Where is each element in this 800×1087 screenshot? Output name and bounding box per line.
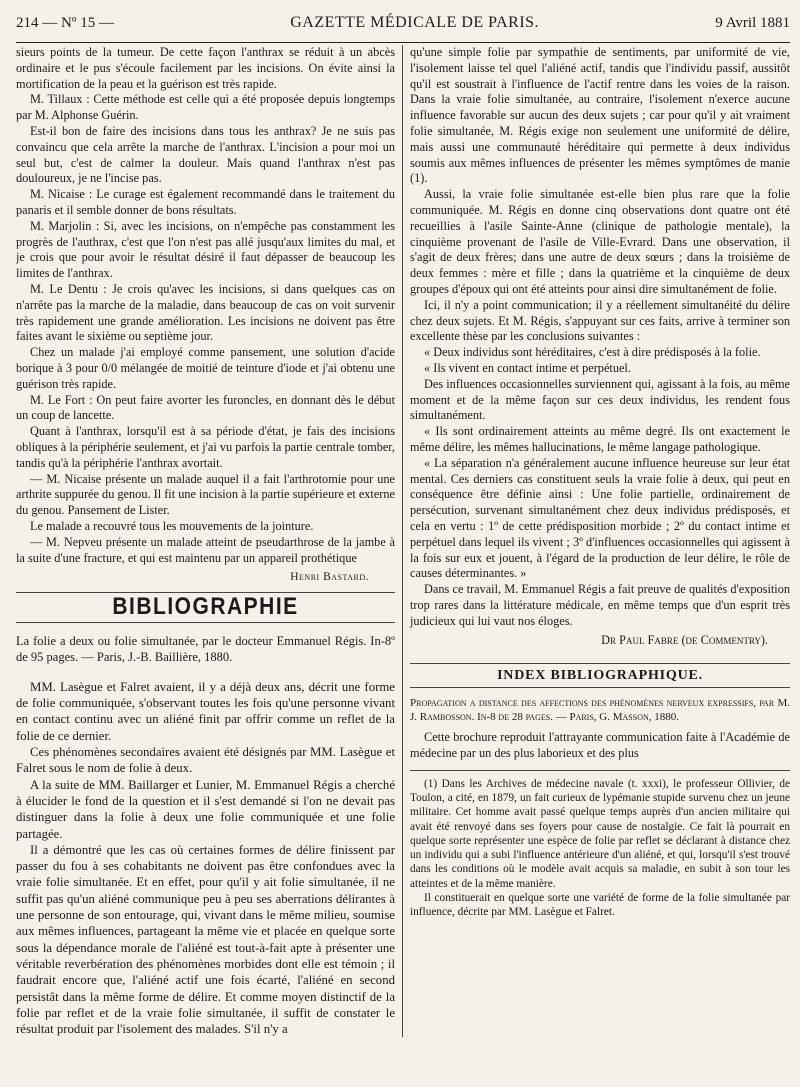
- bibliography-heading-box: [16, 592, 395, 623]
- journal-title: GAZETTE MÉDICALE DE PARIS.: [290, 14, 540, 31]
- footnote-paragraph: Il constituerait en quelque sorte une variété de forme de la folie simultanée par influence, décrite par MM. Lasègue et Falret.: [410, 892, 790, 919]
- paragraph: — M. Nepveu présente un malade atteint de pseudarthrose de la jambe à la suite d'une fracture, et qui est maintenu par un appareil prothétique: [16, 534, 395, 565]
- paragraph: Est-il bon de faire des incisions dans tous les anthrax? Je ne suis pas convaincu que cela arrête la marche de l'anthrax. L'incision a pour moi un seul but, c'est de calmer la douleur. Mais quand l'anthrax n'est pas douloureux, je ne l'incise pas.: [16, 123, 395, 186]
- paragraph: M. Le Fort : On peut faire avorter les furoncles, en donnant dès le début un coup de lancette.: [16, 392, 395, 423]
- paragraph: Aussi, la vraie folie simultanée est-elle bien plus rare que la folie communiquée. M. Régis en donne cinq observations dont quatre ont été recueillies à l'asile Sainte-Anne (clinique de pathologie mentale), la cinquième provenant de l'asile de Ville-Evrard. Dans une observation, il s'agit de deux frères; dans une autre de deux sœurs ; dans la troisième de deux femmes : mère et fille ; dans la quatrième et la cinquième de deux groupes d'époux qui ont été atteints pour ainsi dire simultanément de folie.: [410, 187, 790, 296]
- paragraph: Quant à l'anthrax, lorsqu'il est à sa période d'état, je fais des incisions obliques à la périphérie seulement, et j'ai vu parfois la partie centrale tomber, tandis qu'à la périphérie l'anthrax avortait.: [16, 424, 395, 470]
- footnote-rule: [410, 770, 790, 771]
- paragraph: qu'une simple folie par sympathie de sentiments, par uniformité de vie, l'isolement laisse tel quel l'aliéné actif, tandis que l'individu passif, aussitôt qu'il est soustrait à l'influence de l'actif rentre dans les voies de la raison. Dans la vraie folie simultanée, au contraire, l'isolement n'exerce aucune influence favorable sur aucun des deux sujets ; car pour qu'il y ait vraiment folie simultanée, M. Régis exige non seulement une uniformité de délire, mais aussi une communauté héréditaire qui permette à deux individus soumis aux mêmes influences de présenter les mêmes symptômes de manie (1).: [410, 45, 790, 186]
- page-number: 214 — Nº 15 —: [16, 15, 114, 31]
- paragraph: Ici, il n'y a point communication; il y a réellement simultanéité du délire chez deux sujets. Et M. Régis, s'appuyant sur ces faits, arrive à terminer son excellente thèse par les conclusions suivantes :: [410, 297, 790, 344]
- paragraph: A la suite de MM. Baillarger et Lunier, M. Emmanuel Régis a cherché à élucider le fond de la question et il s'est demandé si l'on ne devait pas distinguer dans la folie à deux une folie communiquée et une folie partagée.: [16, 777, 395, 841]
- header-rule: [16, 42, 790, 43]
- paragraph: MM. Lasègue et Falret avaient, il y a déjà deux ans, décrit une forme de folie communiquée, s'observant toutes les fois qu'une personne vivant en contact continu avec un aliéné finit par offrir comme un reflet de la folie de ce dernier.: [16, 679, 395, 743]
- index-heading: INDEX BIBLIOGRAPHIQUE.: [410, 663, 790, 688]
- book-entry: La folie a deux ou folie simultanée, par le docteur Emmanuel Régis. In-8º de 95 pages. — Paris, J.-B. Baillière, 1880.: [16, 633, 395, 664]
- right-column: [402, 45, 790, 1037]
- paragraph: Il a démontré que les cas où certaines formes de délire finissent par passer du fou à ses cohabitants ne doivent pas être confondues avec la vraie folie simultanée. Et en effet, pour qu'il y ait folie simultanée, il ne suffit pas qu'un aliéné communique peu à peu ses aberrations délirantes à une personne de son entourage, qui, vivant dans le même milieu, soumise aux mêmes influences, partageant la même vie et placée en quelque sorte sous la dépendance morale de l'aliéné est tout-à-fait apte à présenter une véritable reverbération des phénomènes morbides dont elle est témoin ; il faudrait encore que, l'aliéné actif une fois écarté, l'aliéné en second persistât dans la même forme de délire. Et comme moyen distinctif de la folie par reflet et de la vraie folie simultanée, il suffit de constater le résultat produit par l'isolement des malades. S'il n'y a: [16, 842, 395, 1037]
- author-signature: Henri Bastard.: [290, 571, 369, 584]
- index-entry: Propagation a distance des affections des phénomènes nerveux expressifs, par M. J. Rambosson. In-8 de 28 pages. — Paris, G. Masson, 1880.: [410, 697, 790, 724]
- columns: [16, 45, 790, 1037]
- paragraph: Le malade a recouvré tous les mouvements de la jointure.: [30, 518, 314, 533]
- footnote-paragraph: (1) Dans les Archives de médecine navale (t. xxxi), le professeur Ollivier, de Toulon, a cité, en 1879, un fait curieux de lypémanie stupide survenu chez un jeune militaire. Cet homme avait passé quelque temps auprès d'un ancien militaire qui avait été renvoyé dans ses foyers pour cause de nostalgie. Ce fait là pourrait en quelque sorte représenter une espèce de folie par reflet se déclarant à distance chez un individu qui a subi l'influence antérieure d'un aliéné, et qui, lorsqu'il s'est trouvé dans les conditions où le modèle avait acquis sa maladie, en subit à son tour les atteintes et de la même manière.: [410, 777, 790, 890]
- review-signature: Dr Paul Fabre (de Commentry).: [601, 633, 768, 648]
- paragraph: M. Marjolin : Si, avec les incisions, on n'empêche pas constamment les progrès de l'authrax, c'est que l'on n'est pas allé jusqu'aux limites du mal, et je crois que pour avoir le résultat désiré il faut dépasser de beaucoup les limites de l'anthrax.: [16, 218, 395, 281]
- paragraph: M. Le Dentu : Je crois qu'avec les incisions, si dans quelques cas on n'arrête pas la marche de la maladie, dans beaucoup de cas on voit survenir très rapidement une grande amélioration. Les incisions ne doivent pas être faites avant le sixième ou septième jour.: [16, 281, 395, 344]
- paragraph: Ces phénomènes secondaires avaient été désignés par MM. Lasègue et Falret sous le nom de folie à deux.: [16, 745, 395, 776]
- page-header: [16, 14, 790, 36]
- paragraph: « Ils vivent en contact intime et perpétuel.: [424, 360, 631, 375]
- paragraph: « Deux individus sont héréditaires, c'est à dire prédisposés à la folie.: [424, 345, 761, 360]
- paragraph: M. Tillaux : Cette méthode est celle qui a été proposée depuis longtemps par M. Alphonse Guérin.: [16, 92, 395, 123]
- paragraph: « Ils sont ordinairement atteints au même degré. Ils ont exactement le même délire, les mêmes hallucinations, le même langage pathologique.: [410, 424, 790, 454]
- left-column: [16, 45, 402, 1037]
- paragraph: sieurs points de la tumeur. De cette façon l'anthrax se réduit à un abcès ordinaire et le pus s'écoule facilement par les incisions. On évite ainsi la mortification de la peau et la guérison est très rapide.: [16, 45, 395, 91]
- footnote: [410, 777, 790, 920]
- paragraph: M. Nicaise : Le curage est également recommandé dans le traitement du panaris et il semble donner de bons résultats.: [16, 187, 395, 217]
- bibliography-heading: BIBLIOGRAPHIE: [112, 593, 299, 620]
- issue-date: 9 Avril 1881: [715, 15, 790, 31]
- paragraph: « La séparation n'a généralement aucune influence heureuse sur leur état mental. Ces derniers cas constituent seuls la vraie folie à deux, qui peut en conséquence être définie ainsi : Une folie partielle, ordinairement de persécution, survenant simultanément chez deux individus prédisposés, et cela en vertu : 1º de cette prédisposition morbide ; 2º du contact intime et perpétuel dans lequel ils vivent ; 3º d'influences occasionnelles qui agissent à la fois sur eux et jouent, à l'égard de la production de leur délire, le rôle de causes déterminantes. »: [410, 455, 790, 581]
- paragraph: Dans ce travail, M. Emmanuel Régis a fait preuve de qualités d'exposition trop rares dans la littérature médicale, en même temps que d'un esprit très judicieux qui lui vaut nos éloges.: [410, 582, 790, 628]
- paragraph: — M. Nicaise présente un malade auquel il a fait l'arthrotomie pour une arthrite suppurée du genou. Il fit une incision à la partie supérieure et externe du genou. Pansement de Lister.: [16, 471, 396, 518]
- paragraph: Chez un malade j'ai employé comme pansement, une solution d'acide borique à 3 pour 0/0 mélangée de moitié de teinture d'iode et j'ai obtenu une guérison très rapide.: [16, 345, 395, 391]
- paragraph: Des influences occasionnelles surviennent qui, agissant à la fois, au même moment et de la même façon sur ces deux individus, les rendent fous simultanément.: [410, 376, 790, 423]
- paragraph: Cette brochure reproduit l'attrayante communication faite à l'Académie de médecine par un des plus laborieux et des plus: [410, 730, 790, 760]
